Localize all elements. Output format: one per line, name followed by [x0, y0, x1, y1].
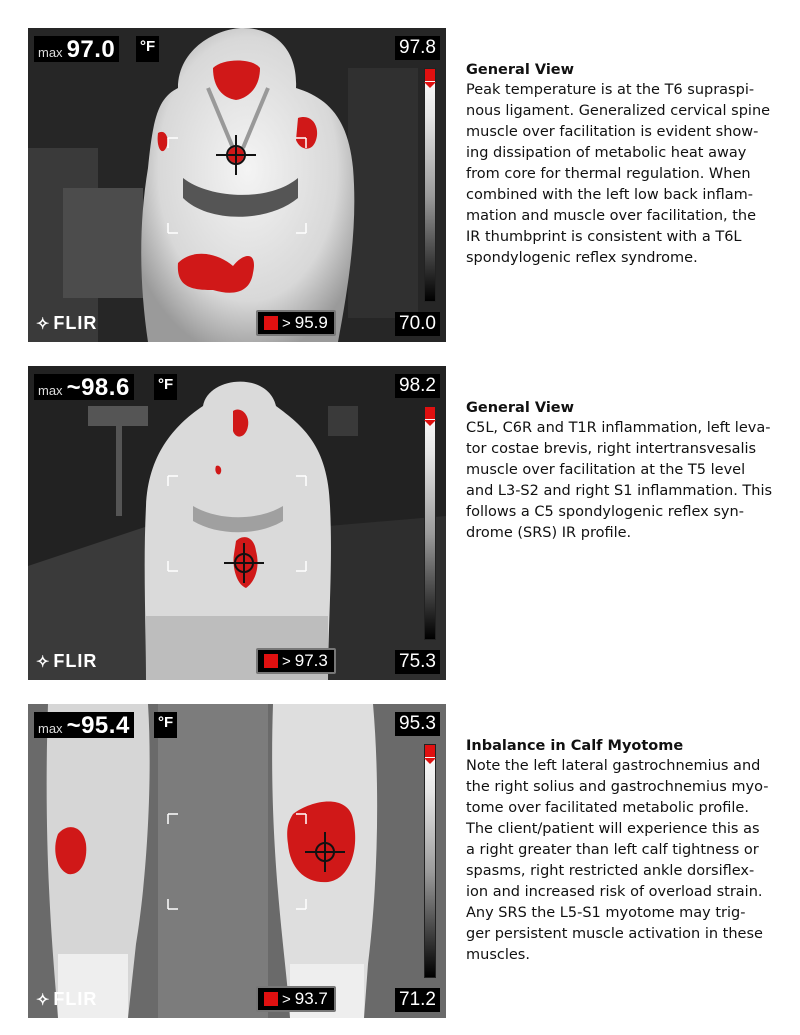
flir-logo-icon: ✧ — [36, 991, 51, 1009]
isotherm-readout — [256, 986, 336, 1012]
isotherm-swatch — [264, 992, 278, 1006]
flir-logo-icon: ✧ — [36, 315, 51, 333]
color-scale-bar — [424, 406, 436, 640]
logo-text: FLIR — [53, 651, 98, 671]
thermal-panel-3 — [28, 704, 446, 1018]
thermal-image-3 — [28, 704, 446, 1018]
thermal-image-1 — [28, 28, 446, 342]
color-scale-alarm — [425, 69, 435, 81]
isotherm-value: 97.3 — [294, 651, 328, 670]
unit-label: °F — [154, 712, 177, 738]
max-readout — [34, 36, 119, 62]
scale-min: 71.2 — [395, 988, 440, 1012]
flir-logo-icon: ✧ — [36, 653, 51, 671]
scale-min: 70.0 — [395, 312, 440, 336]
unit-label: °F — [154, 374, 177, 400]
flir-logo — [36, 651, 97, 672]
color-scale-bar — [424, 68, 436, 302]
scale-marker-icon — [424, 758, 436, 764]
max-value: ~98.6 — [66, 374, 130, 401]
greater-than-icon: > — [282, 990, 291, 1008]
scale-max: 98.2 — [395, 374, 440, 398]
color-scale-alarm — [425, 407, 435, 419]
max-label: max — [38, 721, 63, 736]
logo-text: FLIR — [53, 989, 98, 1009]
flir-logo — [36, 313, 97, 334]
caption-1 — [466, 62, 778, 269]
max-label: max — [38, 383, 63, 398]
greater-than-icon: > — [282, 314, 291, 332]
thermal-scene-3 — [28, 704, 446, 1018]
max-value: 97.0 — [66, 36, 116, 63]
isotherm-swatch — [264, 316, 278, 330]
caption-text: Note the left lateral gastrochnemius and the right solius and gastrochnemius myo- tome over facilitated metabolic profile. The client/patient will experience this as a right greater than left calf tightness or spasms, right restricted ankle dorsiflex- ion and increased risk of overload strain. Any SRS the L5-S1 myotome may trig- ger persistent muscle activation in these muscles. — [466, 758, 769, 963]
isotherm-value: 93.7 — [294, 989, 328, 1008]
caption-title: General View — [466, 62, 575, 78]
thermal-panel-2 — [28, 366, 446, 680]
greater-than-icon: > — [282, 652, 291, 670]
isotherm-swatch — [264, 654, 278, 668]
max-label: max — [38, 45, 63, 60]
flir-logo — [36, 989, 97, 1010]
caption-2 — [466, 400, 778, 544]
scale-max: 95.3 — [395, 712, 440, 736]
scale-min: 75.3 — [395, 650, 440, 674]
color-scale-bar — [424, 744, 436, 978]
thermal-scene-2 — [28, 366, 446, 680]
scale-marker-icon — [424, 82, 436, 88]
scale-marker-icon — [424, 420, 436, 426]
unit-label: °F — [136, 36, 159, 62]
isotherm-value: 95.9 — [294, 313, 328, 332]
max-readout — [34, 374, 134, 400]
caption-3 — [466, 738, 778, 966]
isotherm-readout — [256, 648, 336, 674]
caption-title: Inbalance in Calf Myotome — [466, 738, 684, 754]
scale-max: 97.8 — [395, 36, 440, 60]
max-value: ~95.4 — [66, 712, 130, 739]
caption-title: General View — [466, 400, 575, 416]
logo-text: FLIR — [53, 313, 98, 333]
thermal-panel-1 — [28, 28, 446, 342]
color-scale-alarm — [425, 745, 435, 757]
thermal-scene-1 — [28, 28, 446, 342]
caption-text: C5L, C6R and T1R inflammation, left leva- tor costae brevis, right intertransvesalis muscle over facilitation at the T5 level and L3-S2 and right S1 inflammation. This follows a C5 spondylogenic reflex syn- drome (SRS) IR profile. — [466, 420, 773, 541]
isotherm-readout — [256, 310, 336, 336]
thermal-image-2 — [28, 366, 446, 680]
caption-text: Peak temperature is at the T6 supraspi- nous ligament. Generalized cervical spine muscle over facilitation is evident show- ing dissipation of metabolic heat away from core for thermal regulation. When combined with the left low back inflam- mation and muscle over facilitation, the IR thumbprint is consistent with a T6L spondylogenic reflex syndrome. — [466, 82, 771, 266]
max-readout — [34, 712, 134, 738]
